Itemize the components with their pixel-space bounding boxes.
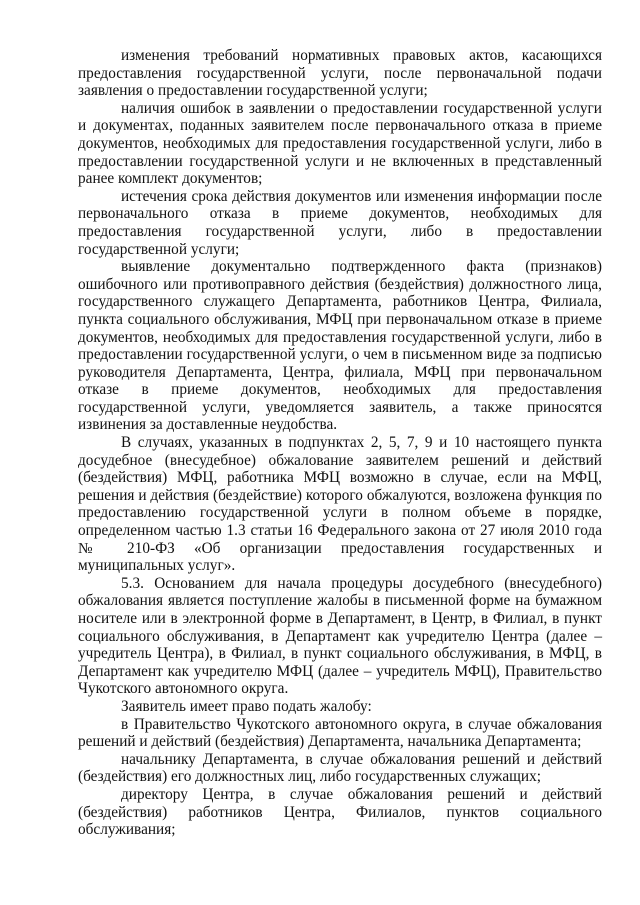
paragraph-document-expiry: истечения срока действия документов или изменения информации после первоначального отказа в приеме документов, необходимых для предоставления государственной услуги, либо в предоставлении государственной услуги; [78, 187, 602, 258]
paragraph-complaint-center-director: директору Центра, в случае обжалования решений и действий (бездействия) работников Центра, Филиалов, пунктов социального обслуживания; [78, 785, 602, 839]
paragraph-unlawful-action: выявление документально подтвержденного факта (признаков) ошибочного или противоправного действия (бездействия) должностного лица, государственного служащего Департамента, работников Центра, Филиала, пункта социального обслуживания, МФЦ при первоначальном отказе в приеме документов, необходимых для предоставления государственной услуги, либо в предоставлении государственной услуги, о чем в письменном виде за подписью руководителя Департамента, Центра, филиала, МФЦ при первоначальном отказе в приеме документов, необходимых для предоставления государственной услуги, уведомляется заявитель, а также приносятся извинения за доставленные неудобства. [78, 258, 602, 434]
paragraph-application-errors: наличия ошибок в заявлении о предоставлении государственной услуги и документах, поданных заявителем после первоначального отказа в приеме документов, необходимых для предоставления государственной услуги, либо в предоставлении государственной услуги и не включенных в представленный ранее комплект документов; [78, 99, 602, 188]
paragraph-mfc-appeal-cases: В случаях, указанных в подпунктах 2, 5, 7, 9 и 10 настоящего пункта досудебное (внесудебное) обжалование заявителем решений и действий (бездействия) МФЦ, работника МФЦ возможно в случае, если на МФЦ, решения и действия (бездействие) которого обжалуются, возложена функция по предоставлению государственной услуги в полном объеме в порядке, определенном частью 1.3 статьи 16 Федерального закона от 27 июля 2010 года № 210-ФЗ «Об организации предоставления государственных и муниципальных услуг». [78, 434, 602, 575]
paragraph-5-3-grounds: 5.3. Основанием для начала процедуры досудебного (внесудебного) обжалования является поступление жалобы в письменной форме на бумажном носителе или в электронной форме в Департамент, в Центр, в Филиал, в пункт социального обслуживания, в Департамент как учредителю Центра (далее – учредитель Центра), в Филиал, в пункт социального обслуживания, в МФЦ, в Департамент как учредителю МФЦ (далее – учредитель МФЦ), Правительство Чукотского автономного округа. [78, 574, 602, 698]
paragraph-requirements-change: изменения требований нормативных правовых актов, касающихся предоставления государственной услуги, после первоначальной подачи заявления о предоставлении государственной услуги; [78, 47, 602, 100]
document-body [78, 47, 602, 839]
paragraph-complaint-government: в Правительство Чукотского автономного округа, в случае обжалования решений и действий (бездействия) Департамента, начальника Департамента; [78, 715, 602, 751]
paragraph-complaint-department-head: начальнику Департамента, в случае обжалования решений и действий (бездействия) его должностных лиц, либо государственных служащих; [78, 750, 602, 786]
paragraph-right-to-complain: Заявитель имеет право подать жалобу: [121, 697, 372, 715]
